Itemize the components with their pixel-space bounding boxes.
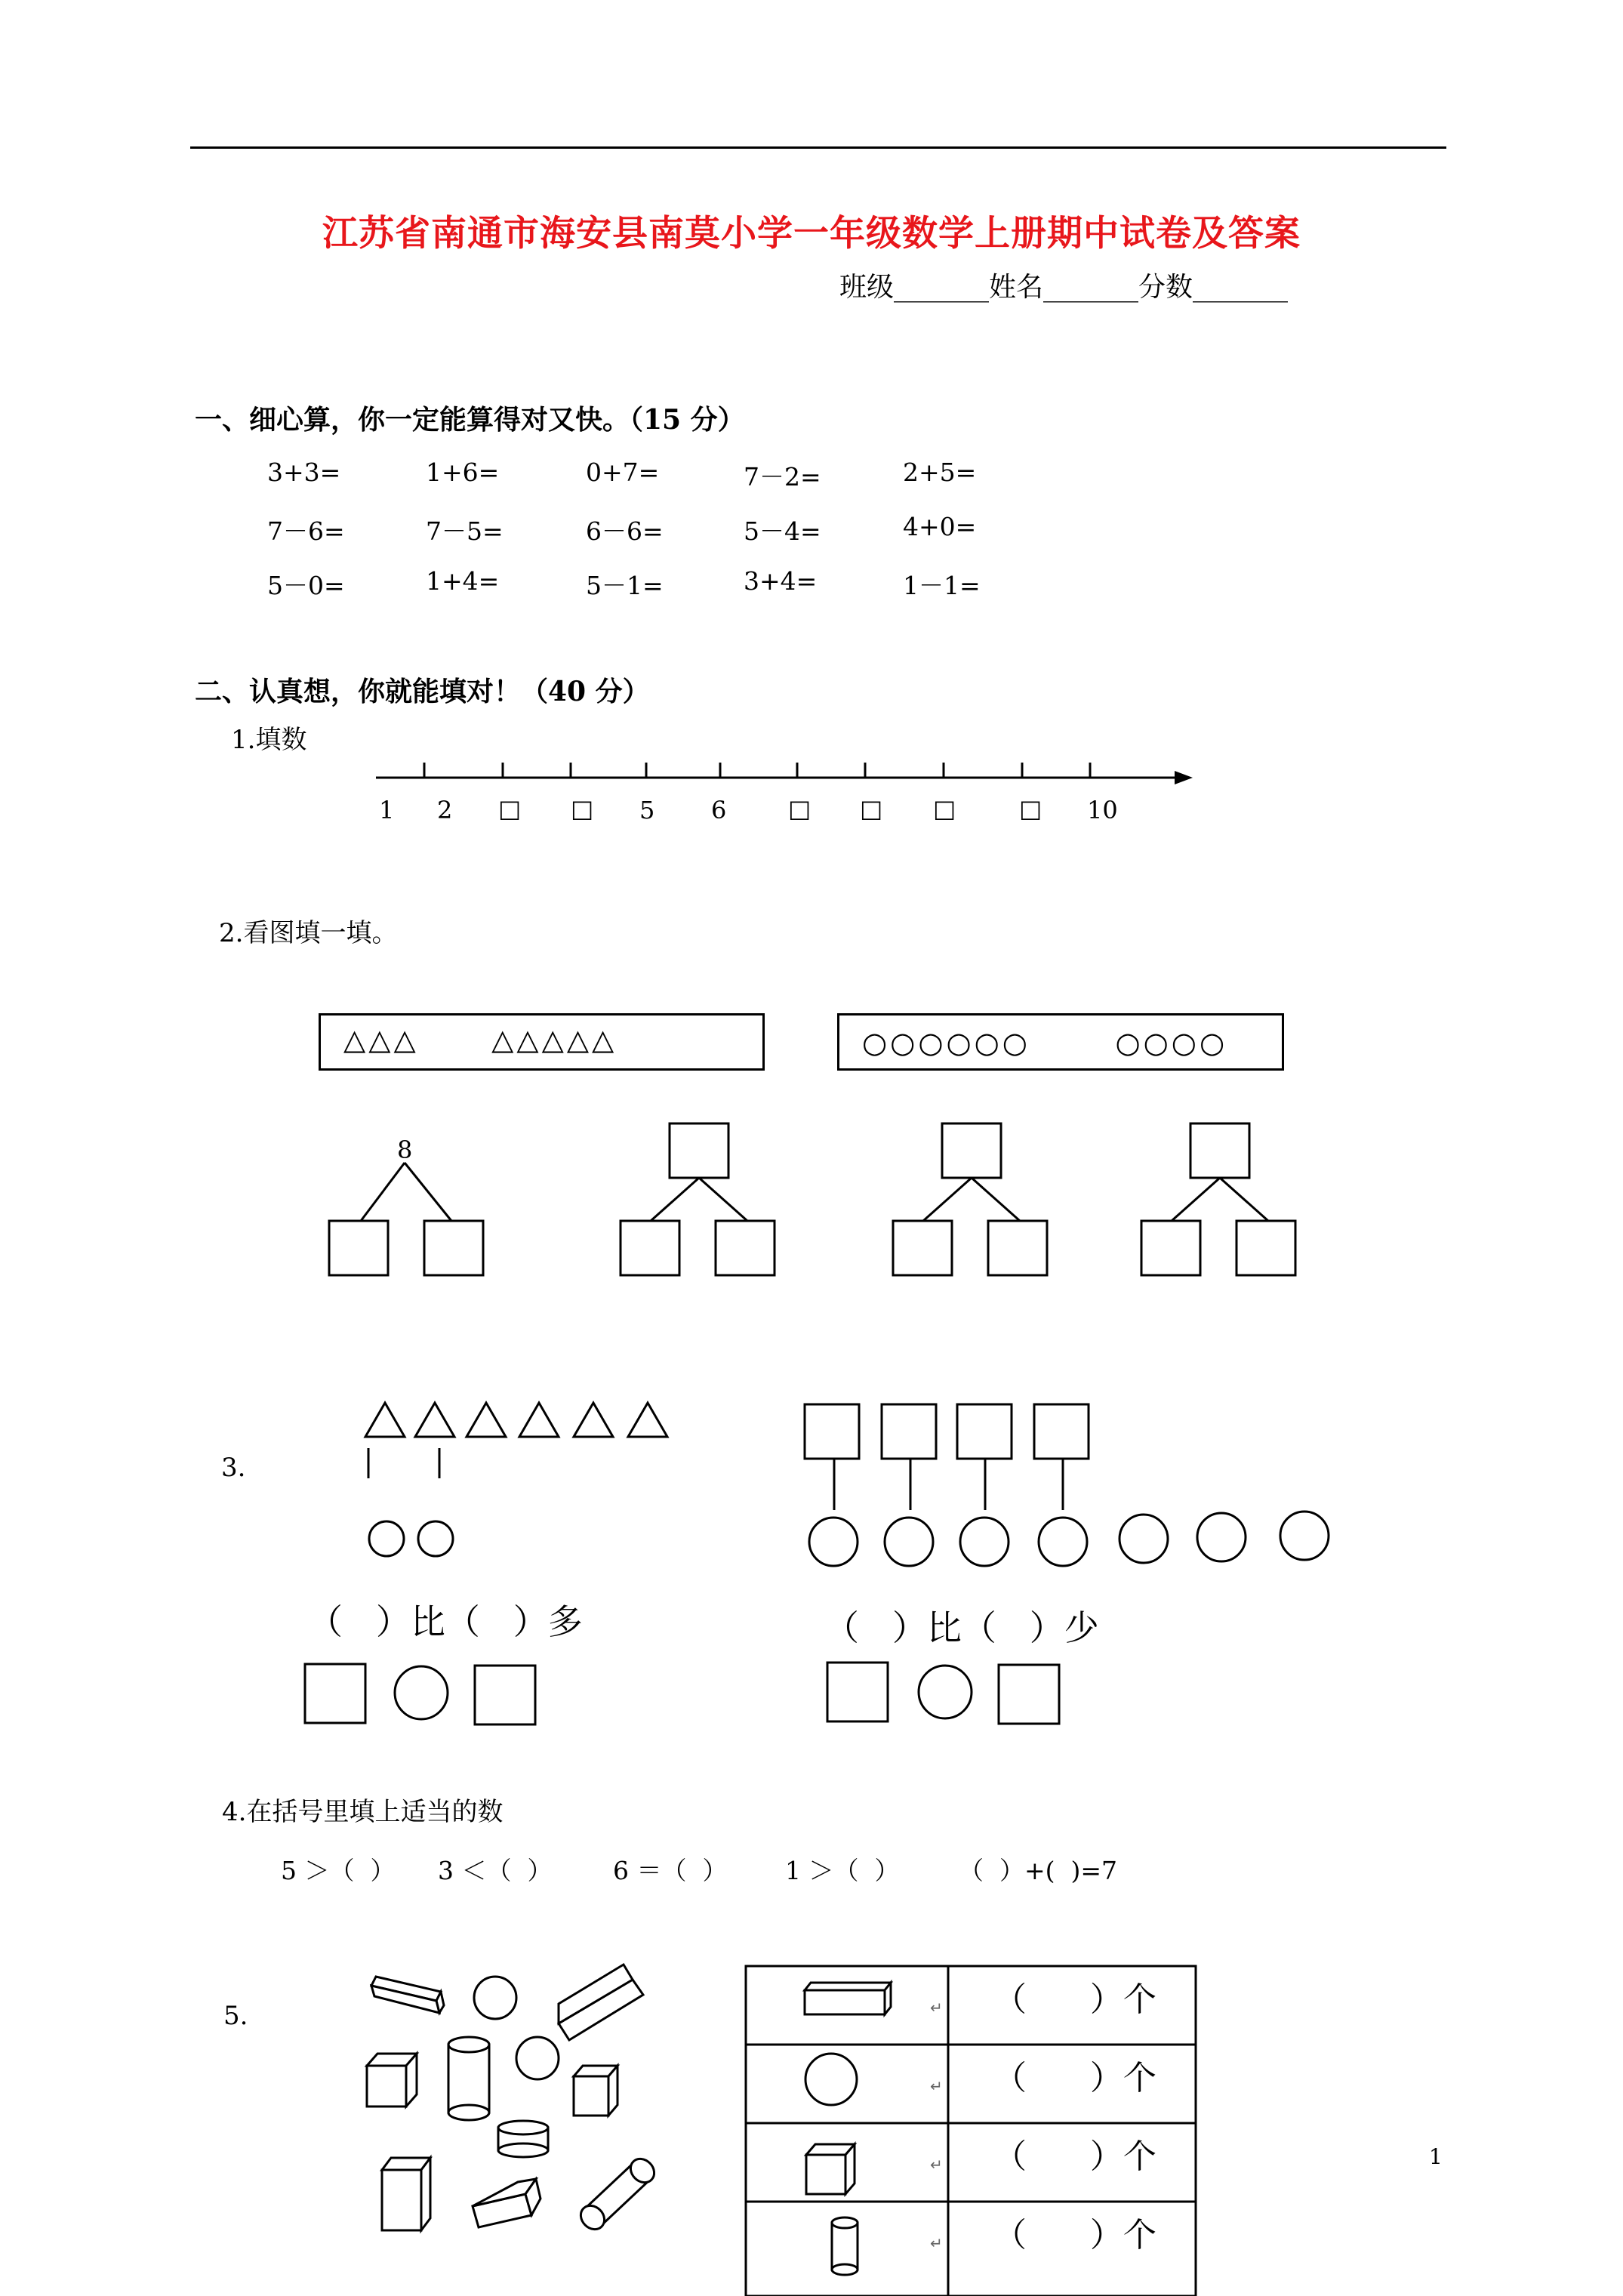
header-rule [190,146,1446,149]
q2-label: 2.看图填一填。 [219,918,398,948]
svg-text:↵: ↵ [930,2077,943,2095]
q5-label: 5. [223,2001,248,2031]
svg-text:↵: ↵ [930,1999,943,2017]
inequality-item: 6 ＝（ ） [613,1856,728,1885]
section2-heading: 二、认真想，你就能填对！（40 分） [195,676,650,707]
page-number: 1 [1429,2144,1443,2169]
number-line-blank: □ [571,794,594,823]
calc-item: 7－2= [744,462,821,492]
compare-less-sentence: （ ）比（ ）少 [824,1607,1099,1648]
solid-shapes-figure [0,1948,1623,2296]
count-cell: （ ）个 [993,2216,1156,2254]
inequality-item: 5 ＞（ ） [281,1856,396,1885]
calc-item: 1+4= [426,566,500,596]
calc-item: 5－4= [744,516,821,546]
count-cell: （ ）个 [993,1980,1156,2019]
calc-item: 2+5= [903,458,977,487]
svg-text:↵: ↵ [930,2234,943,2252]
number-line-blank: □ [1019,794,1042,823]
inequality-item: 1 ＞（ ） [785,1856,900,1885]
inequality-item: 3 ＜（ ） [438,1856,553,1885]
number-line-blank: □ [788,794,812,823]
triangle-group: △△△ △△△△△ [343,1023,617,1056]
number-line-label: 1 [379,796,395,824]
calc-item: 7－5= [426,516,504,546]
calc-item: 5－1= [586,571,664,600]
section1-heading: 一、细心算，你一定能算得对又快。（15 分） [195,404,745,436]
calc-item: 7－6= [267,516,345,546]
count-cell: （ ）个 [993,2137,1156,2176]
number-line-label: 2 [437,796,453,824]
student-info-line: 班级_______姓名_______分数_______ [839,272,1289,303]
svg-text:↵: ↵ [930,2156,943,2174]
number-line [370,755,1200,815]
number-line-blank: □ [860,794,883,823]
calc-item: 4+0= [903,512,977,541]
tree-top-number: 8 [397,1136,413,1164]
calc-item: 1－1= [903,571,981,600]
number-trees [0,1117,1623,1284]
calc-item: 3+3= [267,458,341,487]
page-title: 江苏省南通市海安县南莫小学一年级数学上册期中试卷及答案 [322,213,1301,254]
calc-item: 0+7= [586,458,660,487]
triangle-group-box [319,1013,765,1071]
compare-more-sentence: （ ）比（ ）多 [308,1601,583,1642]
number-line-label: 6 [711,796,727,824]
calc-item: 6－6= [586,516,664,546]
comparison-figures [0,1389,1623,1737]
calc-item: 3+4= [744,566,818,596]
number-line-label: 10 [1087,796,1118,824]
calc-item: 1+6= [426,458,500,487]
count-cell: （ ）个 [993,2059,1156,2097]
number-line-label: 5 [639,796,655,824]
calc-item: 5－0= [267,571,345,600]
number-line-blank: □ [498,794,522,823]
inequality-item: （ ）+( )=7 [959,1856,1118,1885]
circle-group-box [837,1013,1284,1071]
q1-label: 1.填数 [231,725,307,755]
circle-group: ○○○○○○ ○○○○ [862,1026,1228,1059]
number-line-blank: □ [933,794,956,823]
q4-label: 4.在括号里填上适当的数 [222,1797,504,1827]
q3-label: 3. [221,1453,246,1483]
